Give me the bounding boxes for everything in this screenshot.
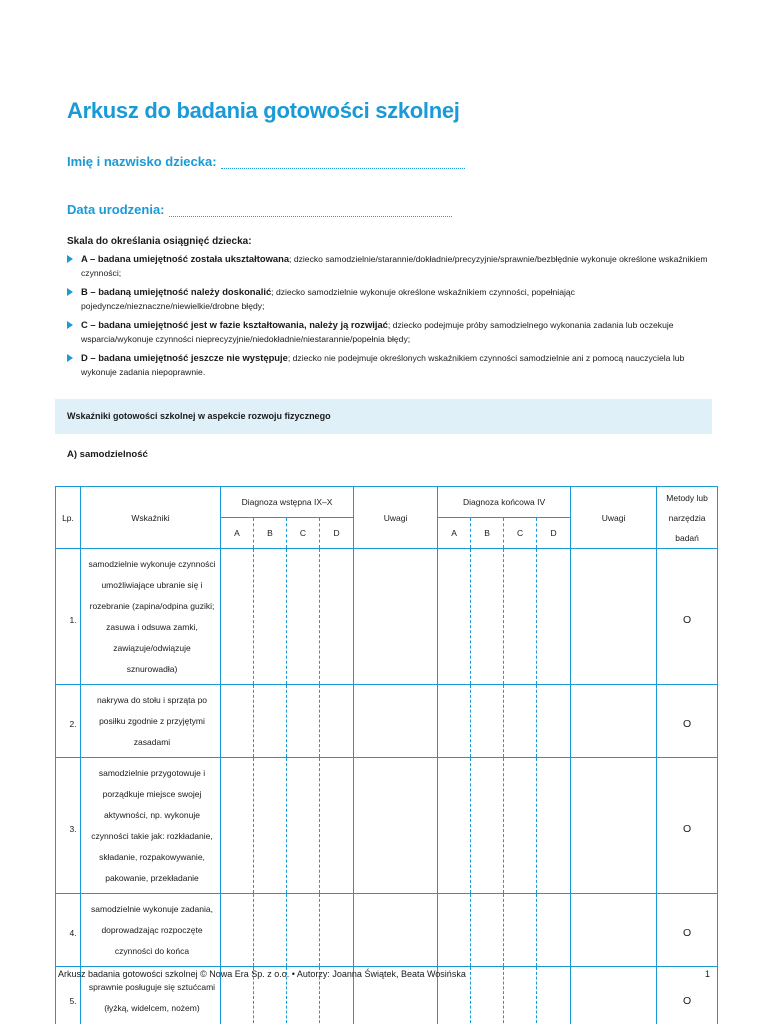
remarks-cell[interactable]	[354, 758, 438, 894]
header-grade-d-final: D	[537, 518, 571, 549]
birth-date-label: Data urodzenia:	[67, 202, 165, 217]
birth-date-field[interactable]	[67, 202, 452, 217]
row-number: 3.	[56, 758, 81, 894]
row-number: 2.	[56, 685, 81, 758]
header-grade-b-final: B	[471, 518, 504, 549]
row-indicator: samodzielnie wykonuje czynności umożliwiające ubranie się i rozebranie (zapina/odpina guziki; zasuwa i odsuwa zamki, zawiązuje/odwiązuje sznurowadła)	[81, 549, 221, 685]
grade-cell[interactable]	[504, 967, 537, 1024]
scale-item-a-label: A – badana umiejętność została ukształtowana	[81, 253, 290, 264]
header-grade-b-initial: B	[254, 518, 287, 549]
row-method: O	[657, 758, 718, 894]
scale-item-b-text: ; dziecko samodzielnie wykonuje określone wskaźnikiem czynności, popełniając pojedyncze/nieznaczne/niewielkie/drobne błędy;	[81, 287, 575, 311]
grade-cell[interactable]	[320, 685, 354, 758]
header-lp: Lp.	[56, 487, 81, 549]
header-grade-a-final: A	[438, 518, 471, 549]
table-row	[56, 685, 718, 758]
grade-cell[interactable]	[438, 894, 471, 967]
grade-cell[interactable]	[471, 967, 504, 1024]
header-remarks-initial: Uwagi	[354, 487, 438, 549]
scale-item-c	[67, 318, 717, 346]
scale-item-b	[67, 285, 717, 313]
table-row	[56, 894, 718, 967]
scale-item-a	[67, 252, 717, 280]
grade-cell[interactable]	[537, 967, 571, 1024]
remarks-cell[interactable]	[571, 967, 657, 1024]
row-indicator: sprawnie posługuje się sztućcami (łyżką, widelcem, nożem)	[81, 967, 221, 1024]
remarks-cell[interactable]	[354, 549, 438, 685]
child-name-field[interactable]	[67, 154, 465, 169]
scale-item-c-label: C – badana umiejętność jest w fazie kształtowania, należy ją rozwijać	[81, 319, 388, 330]
grade-cell[interactable]	[438, 685, 471, 758]
grade-cell[interactable]	[504, 685, 537, 758]
grade-cell[interactable]	[471, 894, 504, 967]
row-method: O	[657, 894, 718, 967]
page-number: 1	[705, 969, 711, 979]
assessment-table	[55, 486, 718, 1024]
table-row	[56, 549, 718, 685]
row-method: O	[657, 967, 718, 1024]
grade-cell[interactable]	[471, 549, 504, 685]
birth-date-dotted-line[interactable]	[169, 205, 452, 217]
grade-cell[interactable]	[504, 758, 537, 894]
triangle-bullet-icon	[67, 354, 73, 362]
header-diagnosis-initial: Diagnoza wstępna IX–X	[221, 487, 354, 518]
grade-cell[interactable]	[537, 894, 571, 967]
remarks-cell[interactable]	[571, 685, 657, 758]
row-indicator: samodzielnie wykonuje zadania, doprowadzając rozpoczęte czynności do końca	[81, 894, 221, 967]
grade-cell[interactable]	[537, 549, 571, 685]
row-number: 1.	[56, 549, 81, 685]
triangle-bullet-icon	[67, 255, 73, 263]
grade-cell[interactable]	[287, 894, 320, 967]
header-grade-d-initial: D	[320, 518, 354, 549]
remarks-cell[interactable]	[354, 894, 438, 967]
grade-cell[interactable]	[221, 549, 254, 685]
scale-item-d	[67, 351, 717, 379]
remarks-cell[interactable]	[571, 894, 657, 967]
child-name-dotted-line[interactable]	[221, 157, 465, 169]
triangle-bullet-icon	[67, 288, 73, 296]
header-grade-a-initial: A	[221, 518, 254, 549]
table-row	[56, 758, 718, 894]
grade-cell[interactable]	[438, 758, 471, 894]
grade-cell[interactable]	[320, 894, 354, 967]
header-indicators: Wskaźniki	[81, 487, 221, 549]
row-method: O	[657, 685, 718, 758]
scale-item-d-text: ; dziecko nie podejmuje określonych wskaźnikiem czynności samodzielnie ani z pomocą nauczyciela lub wykonuje zadania niepoprawnie.	[81, 353, 685, 377]
assessment-scale	[67, 235, 717, 384]
grade-cell[interactable]	[320, 758, 354, 894]
grade-cell[interactable]	[320, 549, 354, 685]
grade-cell[interactable]	[438, 549, 471, 685]
scale-item-a-text: ; dziecko samodzielnie/starannie/dokładnie/precyzyjnie/sprawnie/bezbłędnie wykonuje określone wskaźnikiem czynności;	[81, 254, 708, 278]
grade-cell[interactable]	[537, 685, 571, 758]
grade-cell[interactable]	[504, 894, 537, 967]
remarks-cell[interactable]	[571, 549, 657, 685]
grade-cell[interactable]	[254, 549, 287, 685]
remarks-cell[interactable]	[571, 758, 657, 894]
grade-cell[interactable]	[254, 758, 287, 894]
scale-item-b-label: B – badaną umiejętność należy doskonalić	[81, 286, 272, 297]
grade-cell[interactable]	[287, 685, 320, 758]
grade-cell[interactable]	[254, 894, 287, 967]
grade-cell[interactable]	[221, 758, 254, 894]
row-method: O	[657, 549, 718, 685]
remarks-cell[interactable]	[354, 685, 438, 758]
grade-cell[interactable]	[287, 758, 320, 894]
row-indicator: samodzielnie przygotowuje i porządkuje miejsce swojej aktywności, np. wykonuje czynności takie jak: rozkładanie, składanie, rozpakowywanie, pakowanie, przekładanie	[81, 758, 221, 894]
grade-cell[interactable]	[221, 685, 254, 758]
page-title: Arkusz do badania gotowości szkolnej	[67, 98, 460, 123]
header-remarks-final: Uwagi	[571, 487, 657, 549]
subheading-independence: A) samodzielność	[67, 449, 148, 460]
grade-cell[interactable]	[471, 758, 504, 894]
row-number: 4.	[56, 894, 81, 967]
footer-credits: Arkusz badania gotowości szkolnej © Nowa Era Sp. z o.o. • Autorzy: Joanna Świątek, Beata Wosińska	[58, 969, 466, 979]
grade-cell[interactable]	[287, 549, 320, 685]
section-band-title: Wskaźniki gotowości szkolnej w aspekcie rozwoju fizycznego	[55, 399, 712, 434]
child-name-label: Imię i nazwisko dziecka:	[67, 154, 217, 169]
scale-title: Skala do określania osiągnięć dziecka:	[67, 236, 252, 247]
grade-cell[interactable]	[537, 758, 571, 894]
grade-cell[interactable]	[254, 685, 287, 758]
header-grade-c-initial: C	[287, 518, 320, 549]
grade-cell[interactable]	[221, 894, 254, 967]
row-number: 5.	[56, 967, 81, 1024]
grade-cell[interactable]	[504, 549, 537, 685]
row-indicator: nakrywa do stołu i sprząta po posiłku zgodnie z przyjętymi zasadami	[81, 685, 221, 758]
header-methods: Metody lub narzędzia badań	[657, 487, 718, 549]
scale-item-c-text: ; dziecko podejmuje próby samodzielnego wykonania zadania lub oczekuje wsparcia/wykonuje czynności nieprecyzyjnie/niedokładnie/niestarannie/popełnia błędy;	[81, 320, 674, 344]
grade-cell[interactable]	[471, 685, 504, 758]
header-diagnosis-final: Diagnoza końcowa IV	[438, 487, 571, 518]
triangle-bullet-icon	[67, 321, 73, 329]
scale-item-d-label: D – badana umiejętność jeszcze nie występuje	[81, 352, 288, 363]
header-grade-c-final: C	[504, 518, 537, 549]
